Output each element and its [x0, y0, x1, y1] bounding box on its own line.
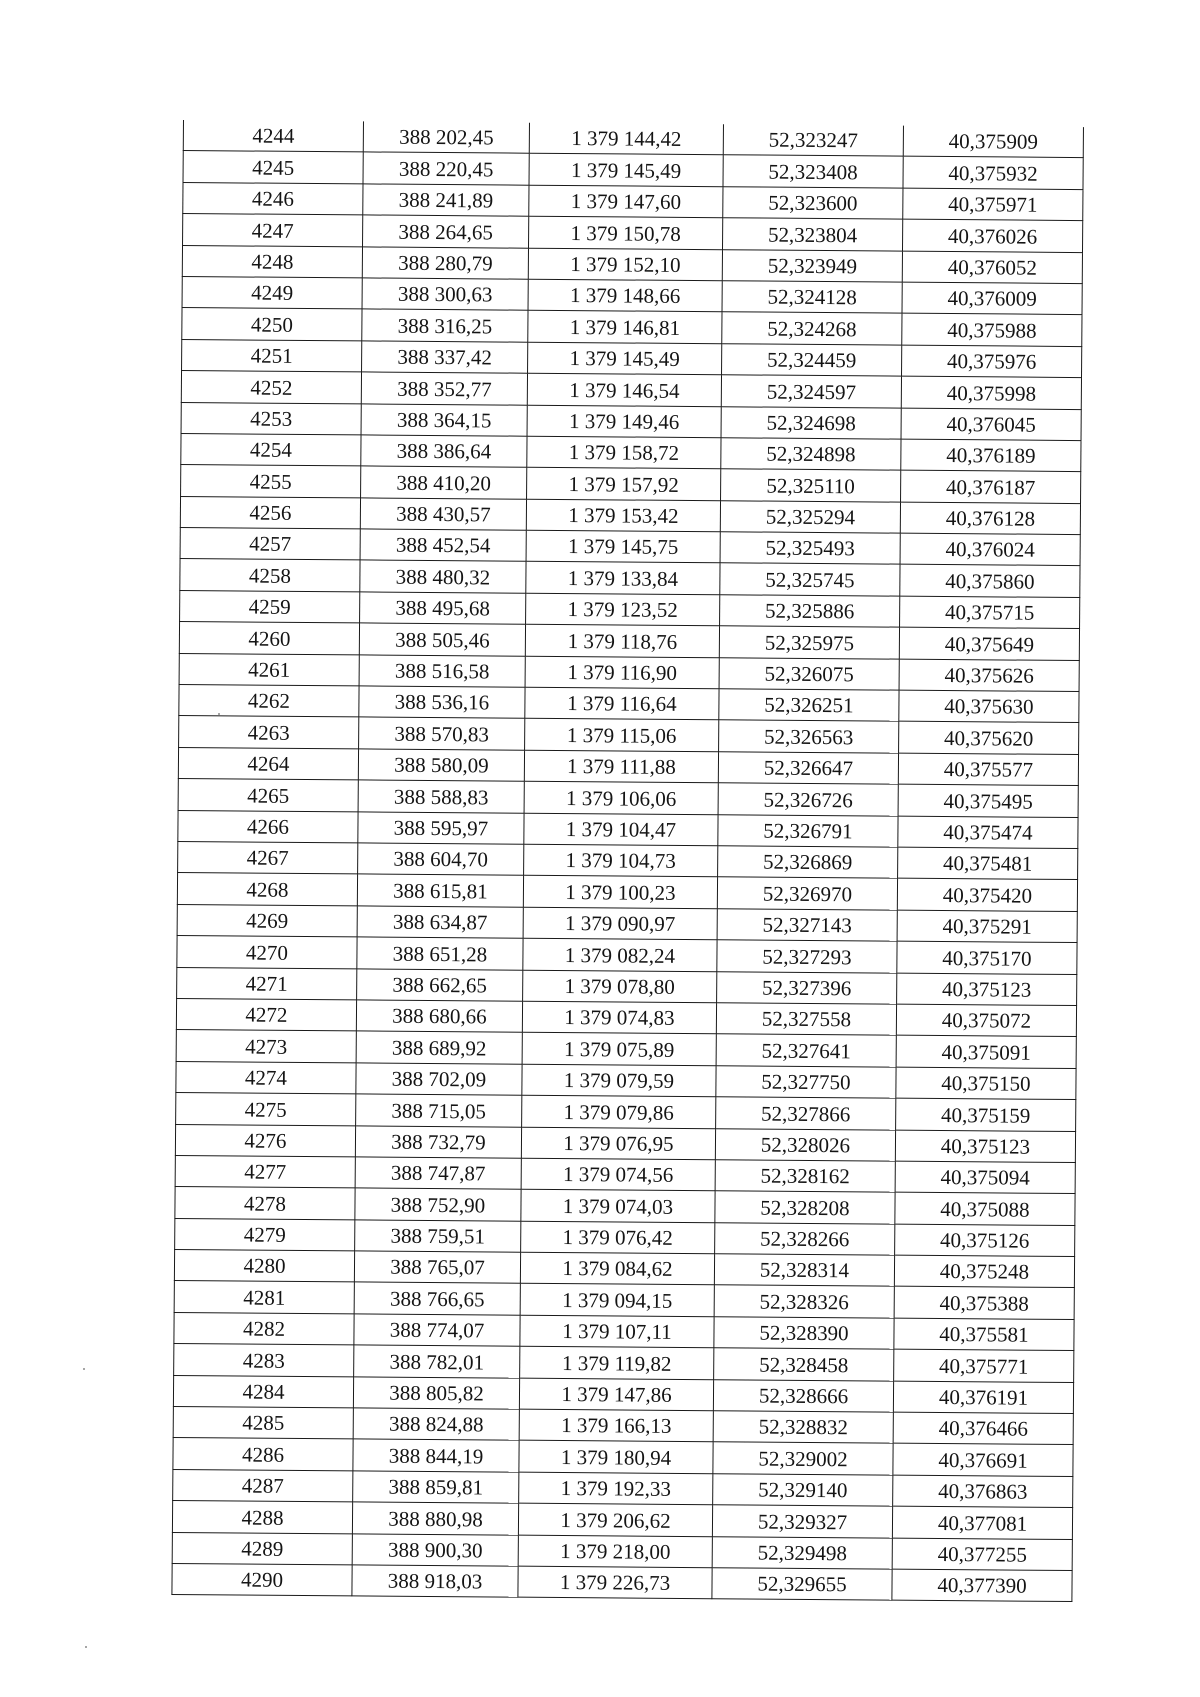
coordinates-table-body: [172, 120, 1084, 1602]
longitude-cell: 40,375072: [896, 1004, 1076, 1037]
x-coordinate-cell: 388 900,30: [352, 1533, 518, 1566]
latitude-cell: 52,323247: [723, 124, 903, 156]
x-coordinate-cell: 388 651,28: [357, 937, 523, 970]
point-number-cell: 4253: [181, 402, 361, 435]
point-number-cell: 4287: [173, 1469, 353, 1502]
x-coordinate-cell: 388 364,15: [361, 403, 527, 436]
longitude-cell: 40,375150: [896, 1067, 1076, 1100]
point-number-cell: 4251: [182, 339, 362, 372]
point-number-cell: 4274: [176, 1061, 356, 1094]
y-coordinate-cell: 1 379 107,11: [520, 1315, 714, 1348]
longitude-cell: 40,375474: [898, 816, 1078, 849]
latitude-cell: 52,326251: [719, 689, 899, 722]
x-coordinate-cell: 388 824,88: [353, 1408, 519, 1441]
point-number-cell: 4266: [178, 810, 358, 843]
x-coordinate-cell: 388 516,58: [359, 655, 525, 688]
y-coordinate-cell: 1 379 123,52: [526, 593, 720, 626]
x-coordinate-cell: 388 634,87: [357, 906, 523, 939]
latitude-cell: 52,328026: [715, 1128, 895, 1161]
x-coordinate-cell: 388 570,83: [359, 717, 525, 750]
y-coordinate-cell: 1 379 079,86: [522, 1095, 716, 1128]
point-number-cell: 4256: [180, 496, 360, 529]
x-coordinate-cell: 388 662,65: [357, 968, 523, 1001]
y-coordinate-cell: 1 379 106,06: [524, 781, 718, 814]
x-coordinate-cell: 388 316,25: [362, 309, 528, 342]
point-number-cell: 4267: [178, 841, 358, 874]
y-coordinate-cell: 1 379 076,42: [521, 1221, 715, 1254]
point-number-cell: 4286: [173, 1438, 353, 1471]
y-coordinate-cell: 1 379 075,89: [522, 1033, 716, 1066]
y-coordinate-cell: 1 379 074,83: [522, 1001, 716, 1034]
table-row: [172, 1563, 1072, 1601]
point-number-cell: 4271: [177, 967, 357, 1000]
x-coordinate-cell: 388 588,83: [358, 780, 524, 813]
y-coordinate-cell: 1 379 148,66: [528, 279, 722, 312]
latitude-cell: 52,325745: [720, 563, 900, 596]
latitude-cell: 52,328314: [714, 1254, 894, 1287]
latitude-cell: 52,328458: [714, 1348, 894, 1381]
x-coordinate-cell: 388 880,98: [352, 1502, 518, 1535]
y-coordinate-cell: 1 379 157,92: [527, 468, 721, 501]
point-number-cell: 4279: [175, 1218, 355, 1251]
point-number-cell: 4290: [172, 1563, 352, 1596]
latitude-cell: 52,328266: [715, 1222, 895, 1255]
latitude-cell: 52,329327: [712, 1505, 892, 1538]
longitude-cell: 40,376691: [893, 1444, 1073, 1477]
y-coordinate-cell: 1 379 090,97: [523, 907, 717, 940]
x-coordinate-cell: 388 689,92: [356, 1031, 522, 1064]
y-coordinate-cell: 1 379 111,88: [524, 750, 718, 783]
scan-speck: [83, 1368, 85, 1370]
latitude-cell: 52,327866: [716, 1097, 896, 1130]
y-coordinate-cell: 1 379 133,84: [526, 562, 720, 595]
x-coordinate-cell: 388 580,09: [358, 749, 524, 782]
latitude-cell: 52,327143: [717, 908, 897, 941]
longitude-cell: 40,375126: [895, 1224, 1075, 1257]
x-coordinate-cell: 388 480,32: [360, 560, 526, 593]
latitude-cell: 52,325975: [719, 626, 899, 659]
longitude-cell: 40,377390: [892, 1569, 1072, 1602]
scan-speck: [85, 1646, 87, 1648]
y-coordinate-cell: 1 379 145,49: [529, 154, 723, 187]
x-coordinate-cell: 388 747,87: [355, 1157, 521, 1190]
latitude-cell: 52,323949: [722, 249, 902, 282]
latitude-cell: 52,323804: [723, 218, 903, 251]
y-coordinate-cell: 1 379 118,76: [525, 624, 719, 657]
point-number-cell: 4272: [176, 998, 356, 1031]
longitude-cell: 40,375420: [897, 879, 1077, 912]
point-number-cell: 4270: [177, 936, 357, 969]
y-coordinate-cell: 1 379 152,10: [528, 248, 722, 281]
longitude-cell: 40,375649: [899, 627, 1079, 660]
longitude-cell: 40,375091: [896, 1035, 1076, 1068]
point-number-cell: 4268: [177, 873, 357, 906]
x-coordinate-cell: 388 386,64: [361, 435, 527, 468]
x-coordinate-cell: 388 264,65: [363, 215, 529, 248]
y-coordinate-cell: 1 379 153,42: [526, 499, 720, 532]
x-coordinate-cell: 388 220,45: [363, 152, 529, 185]
y-coordinate-cell: 1 379 076,95: [521, 1127, 715, 1160]
latitude-cell: 52,324459: [722, 343, 902, 376]
scan-speck: [218, 713, 220, 715]
longitude-cell: 40,375860: [900, 565, 1080, 598]
x-coordinate-cell: 388 452,54: [360, 529, 526, 562]
latitude-cell: 52,324268: [722, 312, 902, 345]
longitude-cell: 40,375291: [897, 910, 1077, 943]
latitude-cell: 52,324898: [721, 438, 901, 471]
longitude-cell: 40,375909: [903, 126, 1083, 158]
point-number-cell: 4255: [181, 465, 361, 498]
longitude-cell: 40,375123: [897, 973, 1077, 1006]
x-coordinate-cell: 388 782,01: [354, 1345, 520, 1378]
point-number-cell: 4260: [179, 622, 359, 655]
x-coordinate-cell: 388 495,68: [360, 592, 526, 625]
latitude-cell: 52,326075: [719, 657, 899, 690]
latitude-cell: 52,328666: [713, 1379, 893, 1412]
x-coordinate-cell: 388 844,19: [353, 1439, 519, 1472]
longitude-cell: 40,376191: [893, 1381, 1073, 1414]
latitude-cell: 52,329002: [713, 1442, 893, 1475]
point-number-cell: 4269: [177, 904, 357, 937]
x-coordinate-cell: 388 505,46: [359, 623, 525, 656]
y-coordinate-cell: 1 379 149,46: [527, 405, 721, 438]
y-coordinate-cell: 1 379 226,73: [518, 1566, 712, 1599]
point-number-cell: 4273: [176, 1030, 356, 1063]
point-number-cell: 4245: [183, 151, 363, 184]
latitude-cell: 52,328162: [715, 1160, 895, 1193]
latitude-cell: 52,325886: [720, 595, 900, 628]
longitude-cell: 40,375620: [899, 722, 1079, 755]
point-number-cell: 4244: [183, 120, 363, 152]
x-coordinate-cell: 388 300,63: [362, 278, 528, 311]
point-number-cell: 4275: [176, 1093, 356, 1126]
point-number-cell: 4280: [174, 1250, 354, 1283]
longitude-cell: 40,375170: [897, 941, 1077, 974]
y-coordinate-cell: 1 379 116,64: [525, 687, 719, 720]
x-coordinate-cell: 388 805,82: [353, 1377, 519, 1410]
x-coordinate-cell: 388 337,42: [362, 341, 528, 374]
latitude-cell: 52,326726: [718, 783, 898, 816]
point-number-cell: 4257: [180, 528, 360, 561]
longitude-cell: 40,375577: [898, 753, 1078, 786]
x-coordinate-cell: 388 752,90: [355, 1188, 521, 1221]
x-coordinate-cell: 388 595,97: [358, 811, 524, 844]
latitude-cell: 52,324597: [721, 375, 901, 408]
longitude-cell: 40,375771: [894, 1349, 1074, 1382]
y-coordinate-cell: 1 379 119,82: [520, 1346, 714, 1379]
point-number-cell: 4285: [173, 1406, 353, 1439]
x-coordinate-cell: 388 615,81: [357, 874, 523, 907]
latitude-cell: 52,327641: [716, 1034, 896, 1067]
latitude-cell: 52,327750: [716, 1065, 896, 1098]
longitude-cell: 40,376128: [900, 502, 1080, 535]
latitude-cell: 52,323600: [723, 187, 903, 220]
latitude-cell: 52,324698: [721, 406, 901, 439]
longitude-cell: 40,376026: [902, 219, 1082, 252]
x-coordinate-cell: 388 732,79: [355, 1125, 521, 1158]
longitude-cell: 40,375715: [900, 596, 1080, 629]
longitude-cell: 40,375988: [902, 313, 1082, 346]
longitude-cell: 40,375998: [901, 376, 1081, 409]
longitude-cell: 40,375581: [894, 1318, 1074, 1351]
point-number-cell: 4289: [172, 1532, 352, 1565]
x-coordinate-cell: 388 680,66: [356, 1000, 522, 1033]
latitude-cell: 52,326563: [719, 720, 899, 753]
x-coordinate-cell: 388 859,81: [353, 1471, 519, 1504]
y-coordinate-cell: 1 379 078,80: [523, 970, 717, 1003]
point-number-cell: 4264: [178, 747, 358, 780]
point-number-cell: 4246: [183, 182, 363, 215]
y-coordinate-cell: 1 379 146,81: [528, 311, 722, 344]
x-coordinate-cell: 388 410,20: [361, 466, 527, 499]
latitude-cell: 52,329655: [712, 1568, 892, 1601]
point-number-cell: 4288: [172, 1501, 352, 1534]
latitude-cell: 52,327293: [717, 940, 897, 973]
latitude-cell: 52,328390: [714, 1317, 894, 1350]
longitude-cell: 40,376009: [902, 282, 1082, 315]
y-coordinate-cell: 1 379 094,15: [520, 1284, 714, 1317]
y-coordinate-cell: 1 379 147,86: [519, 1378, 713, 1411]
latitude-cell: 52,328832: [713, 1411, 893, 1444]
point-number-cell: 4261: [179, 653, 359, 686]
longitude-cell: 40,375971: [903, 188, 1083, 221]
point-number-cell: 4258: [180, 559, 360, 592]
point-number-cell: 4278: [175, 1187, 355, 1220]
point-number-cell: 4284: [173, 1375, 353, 1408]
x-coordinate-cell: 388 352,77: [361, 372, 527, 405]
point-number-cell: 4254: [181, 433, 361, 466]
y-coordinate-cell: 1 379 150,78: [529, 216, 723, 249]
y-coordinate-cell: 1 379 145,49: [528, 342, 722, 375]
longitude-cell: 40,375481: [898, 847, 1078, 880]
longitude-cell: 40,375932: [903, 157, 1083, 190]
latitude-cell: 52,326647: [718, 752, 898, 785]
latitude-cell: 52,325110: [721, 469, 901, 502]
y-coordinate-cell: 1 379 192,33: [519, 1472, 713, 1505]
latitude-cell: 52,327558: [716, 1003, 896, 1036]
longitude-cell: 40,375495: [898, 784, 1078, 817]
point-number-cell: 4282: [174, 1312, 354, 1345]
x-coordinate-cell: 388 202,45: [363, 121, 529, 153]
longitude-cell: 40,376466: [893, 1412, 1073, 1445]
latitude-cell: 52,328208: [715, 1191, 895, 1224]
latitude-cell: 52,324128: [722, 281, 902, 314]
point-number-cell: 4248: [182, 245, 362, 278]
point-number-cell: 4277: [175, 1155, 355, 1188]
latitude-cell: 52,325294: [720, 500, 900, 533]
point-number-cell: 4262: [179, 685, 359, 718]
longitude-cell: 40,376187: [901, 470, 1081, 503]
point-number-cell: 4283: [174, 1344, 354, 1377]
x-coordinate-cell: 388 759,51: [355, 1220, 521, 1253]
x-coordinate-cell: 388 715,05: [356, 1094, 522, 1127]
longitude-cell: 40,375248: [894, 1255, 1074, 1288]
y-coordinate-cell: 1 379 100,23: [523, 876, 717, 909]
latitude-cell: 52,326970: [717, 877, 897, 910]
latitude-cell: 52,329498: [712, 1536, 892, 1569]
longitude-cell: 40,375123: [895, 1130, 1075, 1163]
y-coordinate-cell: 1 379 206,62: [518, 1503, 712, 1536]
y-coordinate-cell: 1 379 145,75: [526, 530, 720, 563]
longitude-cell: 40,375094: [895, 1161, 1075, 1194]
longitude-cell: 40,376024: [900, 533, 1080, 566]
point-number-cell: 4259: [180, 590, 360, 623]
longitude-cell: 40,377081: [892, 1506, 1072, 1539]
y-coordinate-cell: 1 379 166,13: [519, 1409, 713, 1442]
y-coordinate-cell: 1 379 074,56: [521, 1158, 715, 1191]
longitude-cell: 40,376052: [902, 251, 1082, 284]
longitude-cell: 40,375159: [896, 1098, 1076, 1131]
x-coordinate-cell: 388 280,79: [362, 246, 528, 279]
longitude-cell: 40,375626: [899, 659, 1079, 692]
x-coordinate-cell: 388 702,09: [356, 1063, 522, 1096]
y-coordinate-cell: 1 379 146,54: [527, 373, 721, 406]
x-coordinate-cell: 388 430,57: [360, 498, 526, 531]
x-coordinate-cell: 388 766,65: [354, 1282, 520, 1315]
latitude-cell: 52,326791: [718, 814, 898, 847]
point-number-cell: 4249: [182, 276, 362, 309]
y-coordinate-cell: 1 379 144,42: [529, 123, 723, 155]
longitude-cell: 40,375088: [895, 1192, 1075, 1225]
x-coordinate-cell: 388 241,89: [363, 184, 529, 217]
y-coordinate-cell: 1 379 074,03: [521, 1189, 715, 1222]
longitude-cell: 40,375630: [899, 690, 1079, 723]
x-coordinate-cell: 388 536,16: [359, 686, 525, 719]
y-coordinate-cell: 1 379 158,72: [527, 436, 721, 469]
latitude-cell: 52,325493: [720, 532, 900, 565]
coordinates-table: [171, 120, 1084, 1602]
point-number-cell: 4276: [175, 1124, 355, 1157]
point-number-cell: 4265: [178, 779, 358, 812]
point-number-cell: 4250: [182, 308, 362, 341]
point-number-cell: 4252: [181, 371, 361, 404]
latitude-cell: 52,326869: [718, 846, 898, 879]
y-coordinate-cell: 1 379 079,59: [522, 1064, 716, 1097]
longitude-cell: 40,376045: [901, 408, 1081, 441]
y-coordinate-cell: 1 379 115,06: [525, 719, 719, 752]
y-coordinate-cell: 1 379 116,90: [525, 656, 719, 689]
latitude-cell: 52,328326: [714, 1285, 894, 1318]
x-coordinate-cell: 388 918,03: [352, 1565, 518, 1598]
x-coordinate-cell: 388 765,07: [354, 1251, 520, 1284]
y-coordinate-cell: 1 379 180,94: [519, 1441, 713, 1474]
longitude-cell: 40,376189: [901, 439, 1081, 472]
longitude-cell: 40,375388: [894, 1287, 1074, 1320]
y-coordinate-cell: 1 379 147,60: [529, 185, 723, 218]
latitude-cell: 52,323408: [723, 155, 903, 188]
longitude-cell: 40,376863: [893, 1475, 1073, 1508]
y-coordinate-cell: 1 379 084,62: [520, 1252, 714, 1285]
point-number-cell: 4247: [183, 214, 363, 247]
y-coordinate-cell: 1 379 082,24: [523, 938, 717, 971]
coordinates-table-container: [171, 120, 1083, 1602]
longitude-cell: 40,377255: [892, 1538, 1072, 1571]
y-coordinate-cell: 1 379 104,73: [524, 844, 718, 877]
latitude-cell: 52,327396: [717, 971, 897, 1004]
longitude-cell: 40,375976: [902, 345, 1082, 378]
y-coordinate-cell: 1 379 218,00: [518, 1535, 712, 1568]
x-coordinate-cell: 388 604,70: [358, 843, 524, 876]
point-number-cell: 4263: [179, 716, 359, 749]
x-coordinate-cell: 388 774,07: [354, 1314, 520, 1347]
point-number-cell: 4281: [174, 1281, 354, 1314]
y-coordinate-cell: 1 379 104,47: [524, 813, 718, 846]
latitude-cell: 52,329140: [713, 1474, 893, 1507]
